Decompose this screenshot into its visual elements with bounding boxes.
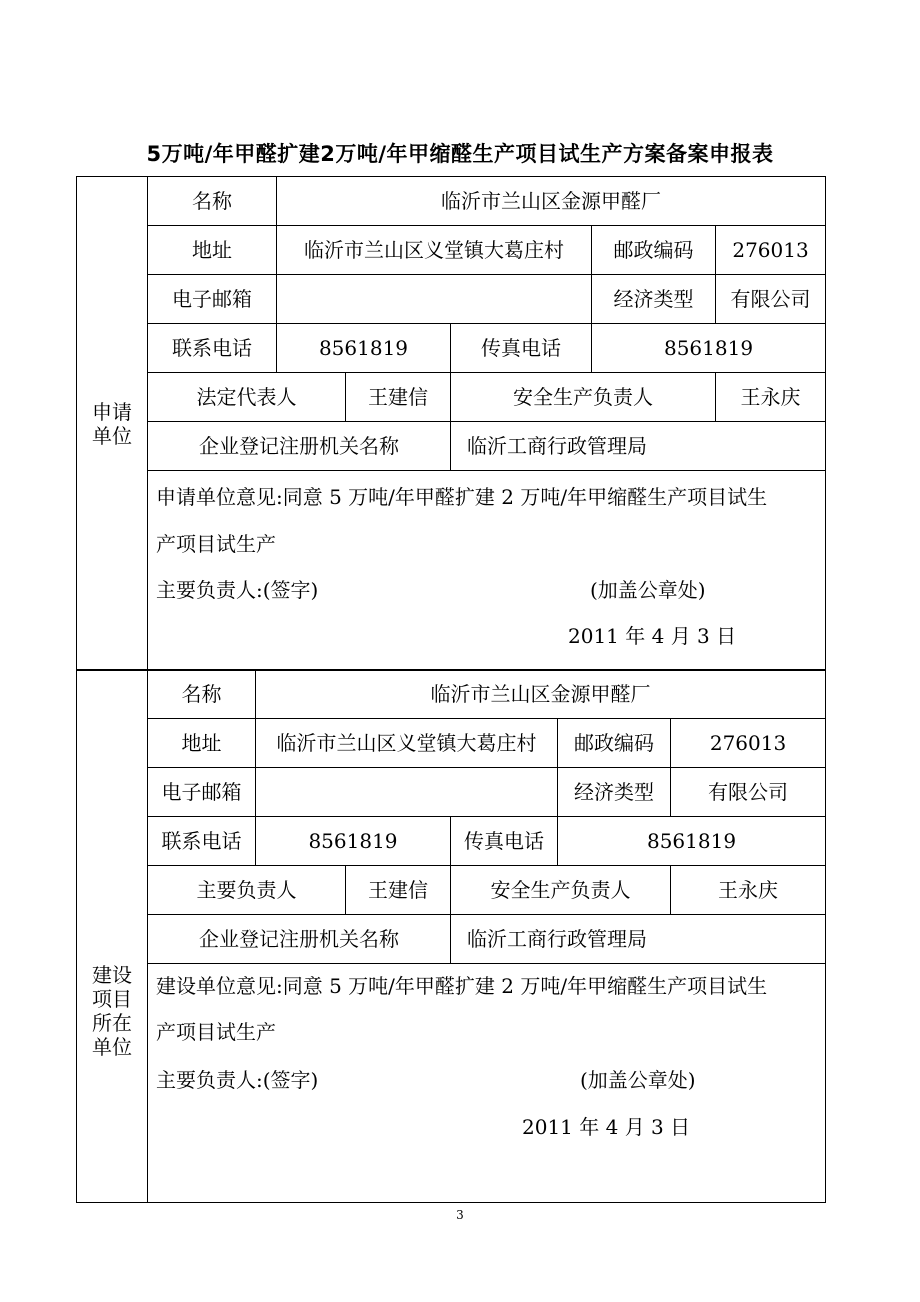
page-number: 3: [456, 1208, 464, 1222]
reg-value: 临沂工商行政管理局: [451, 422, 826, 471]
econ-value: 有限公司: [716, 275, 826, 324]
phone-value: 8561819: [256, 817, 451, 866]
name-label: 名称: [148, 177, 277, 226]
name-value: 临沂市兰山区金源甲醛厂: [256, 670, 826, 719]
name-value: 临沂市兰山区金源甲醛厂: [277, 177, 826, 226]
reg-value: 临沂工商行政管理局: [451, 915, 826, 964]
safety-value: 王永庆: [716, 373, 826, 422]
email-value: [277, 275, 592, 324]
address-value: 临沂市兰山区义堂镇大葛庄村: [256, 719, 558, 768]
applicant-table: [76, 176, 826, 671]
postal-value: 276013: [716, 226, 826, 275]
page-title: 5万吨/年甲醛扩建2万吨/年甲缩醛生产项目试生产方案备案申报表: [146, 142, 774, 166]
postal-label: 邮政编码: [558, 719, 671, 768]
email-label: 电子邮箱: [148, 768, 256, 817]
applicant-opinion: [148, 471, 826, 671]
fax-value: 8561819: [558, 817, 826, 866]
postal-value: 276013: [671, 719, 826, 768]
construction-side-label: 建设 项目 所在 单位: [77, 670, 148, 1203]
phone-value: 8561819: [277, 324, 451, 373]
postal-label: 邮政编码: [592, 226, 716, 275]
opinion-line-1: 建设单位意见:同意 5 万吨/年甲醛扩建 2 万吨/年甲缩醛生产项目试生: [156, 974, 768, 998]
seal-label: (加盖公章处): [580, 1068, 696, 1092]
name-label: 名称: [148, 670, 256, 719]
opinion-date: 2011 年 4 月 3 日: [568, 624, 737, 648]
opinion-line-2: 产项目试生产: [156, 1020, 276, 1044]
signer-label: 主要负责人:(签字): [156, 578, 319, 602]
fax-label: 传真电话: [451, 324, 592, 373]
phone-label: 联系电话: [148, 817, 256, 866]
safety-value: 王永庆: [671, 866, 826, 915]
principal-label: 主要负责人: [148, 866, 346, 915]
address-label: 地址: [148, 226, 277, 275]
fax-value: 8561819: [592, 324, 826, 373]
phone-label: 联系电话: [148, 324, 277, 373]
signer-label: 主要负责人:(签字): [156, 1068, 319, 1092]
email-label: 电子邮箱: [148, 275, 277, 324]
legal-rep-label: 法定代表人: [148, 373, 346, 422]
econ-label: 经济类型: [592, 275, 716, 324]
construction-opinion: [148, 964, 826, 1203]
opinion-line-1: 申请单位意见:同意 5 万吨/年甲醛扩建 2 万吨/年甲缩醛生产项目试生: [156, 485, 768, 509]
econ-value: 有限公司: [671, 768, 826, 817]
email-value: [256, 768, 558, 817]
seal-label: (加盖公章处): [590, 578, 706, 602]
principal-value: 王建信: [346, 866, 451, 915]
address-value: 临沂市兰山区义堂镇大葛庄村: [277, 226, 592, 275]
reg-label: 企业登记注册机关名称: [148, 915, 451, 964]
econ-label: 经济类型: [558, 768, 671, 817]
applicant-side-label: 申请 单位: [77, 177, 148, 671]
safety-label: 安全生产负责人: [451, 373, 716, 422]
fax-label: 传真电话: [451, 817, 558, 866]
address-label: 地址: [148, 719, 256, 768]
legal-rep-value: 王建信: [346, 373, 451, 422]
opinion-line-2: 产项目试生产: [156, 532, 276, 556]
safety-label: 安全生产负责人: [451, 866, 671, 915]
opinion-date: 2011 年 4 月 3 日: [522, 1115, 691, 1139]
construction-table: [76, 669, 826, 1203]
reg-label: 企业登记注册机关名称: [148, 422, 451, 471]
